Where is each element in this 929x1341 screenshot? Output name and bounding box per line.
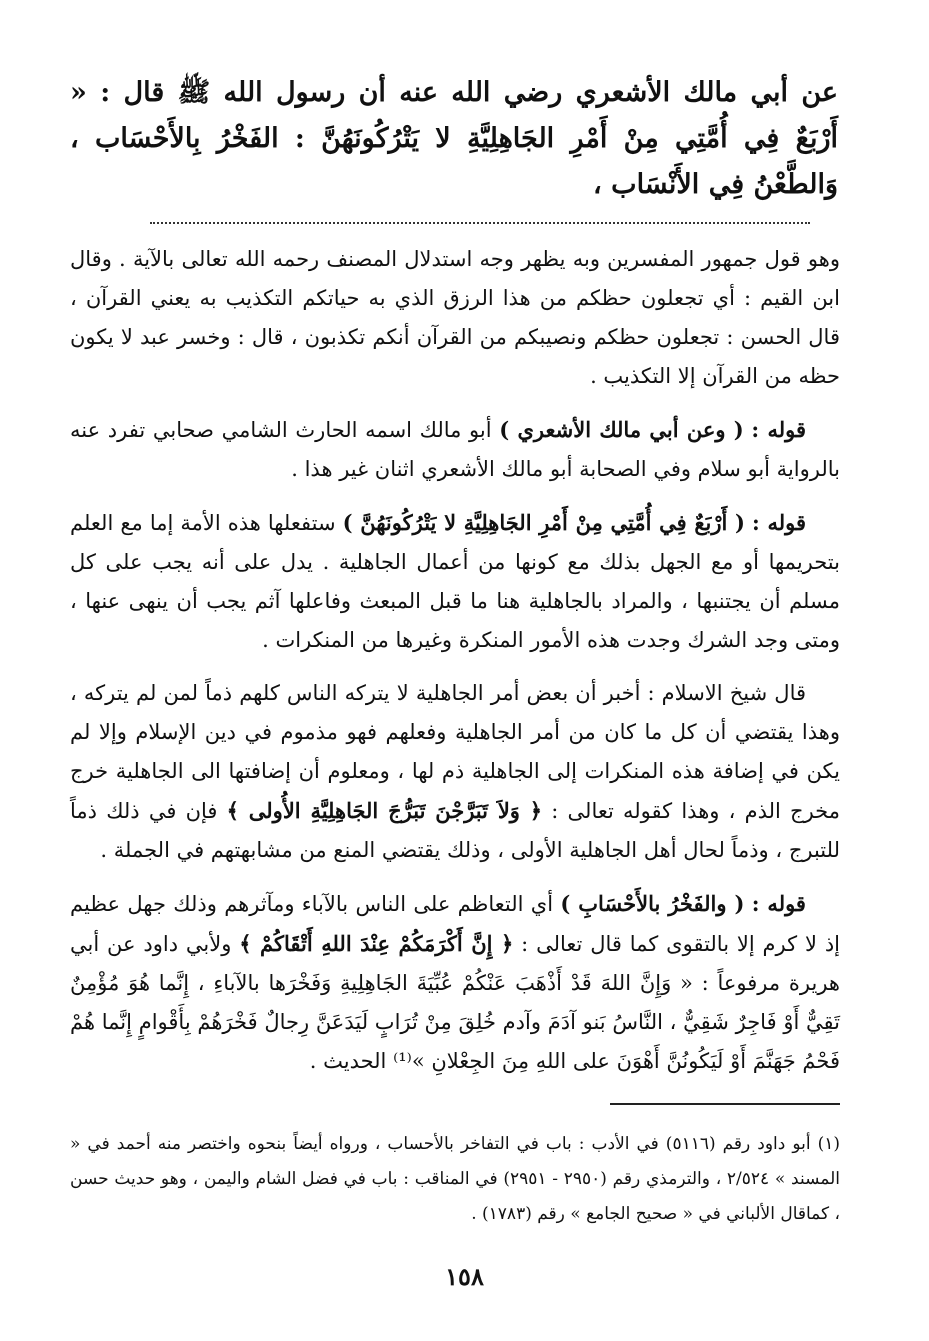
paragraph-text: ولأبي داود عن أبي هريرة مرفوعاً : « وَإِنَّ اللهَ قَدْ أَذْهَبَ عَنْكُمْ عُبِّيَةَ الجَاهِلِيةِ وَفَخْرَها بالآباءِ ، إِنَّما هُوَ مُؤْمِنٌ تَقِيٌّ أَوْ فَاجِرٌ شَقِيٌّ ، النَّاسُ بَنو آدَمَ وآدم خُلِقَ مِنْ تُرَابٍ لَيَدَعَنَّ رِجالٌ فَخْرَهُمْ بِأَقْوامٍ إِنَّما هُمْ فَحْمُ جَهَنَّمَ أَوْ لَيَكُونُنَّ أَهْوَنَ على اللهِ مِنَ الجِعْلانِ »⁽¹⁾ الحديث . <box>70 932 840 1073</box>
paragraph-text: قال شيخ الاسلام : أخبر أن بعض أمر الجاهلية لا يتركه الناس كلهم ذماً لمن لم يتركه ، وهذا يقتضي أن كل ما كان من أمر الجاهلية وفعلهم فهو مذموم في دين الإسلام وإلا لم يكن في إضافة هذه المنكرات إلى الجاهلية ذم لها ، ومعلوم أن إضافتها الى الجاهلية خرج مخرج الذم ، وهذا كقوله تعالى : <box>70 681 840 823</box>
footnote: (١) أبو داود رقم (٥١١٦) في الأدب : باب في التفاخر بالأحساب ، ورواه أيضاً بنحوه واختصر منه أحمد في « المسند » ٢/٥٢٤ ، والترمذي رقم (٢٩٥٠ - ٢٩٥١) في المناقب : باب في فضل الشام واليمن ، وهو حديث حسن ، كماقال الألباني في « صحيح الجامع » رقم (١٧٨٣) . <box>70 1134 841 1224</box>
commentary-paragraph-1: وهو قول جمهور المفسرين وبه يظهر وجه استدلال المصنف رحمه الله تعالى بالآية . وقال ابن القيم : أي تجعلون حظكم من هذا الرزق الذي به حياتكم التكذيب به يعني القرآن ، قال الحسن : تجعلون حظكم ونصيبكم من القرآن أنكم تكذبون ، قال : وخسر عبد لا يكون حظه من القرآن إلا التكذيب . <box>70 247 840 388</box>
commentary-paragraph-2 <box>70 410 840 489</box>
paragraph-text: أي التعاظم على الناس بالآباء ومآثرهم وذلك جهل عظيم إذ لا كرم إلا بالتقوى كما قال تعالى : <box>70 892 841 956</box>
paragraph-lead: قوله : <box>751 891 806 916</box>
footnote-divider <box>610 1103 840 1105</box>
commentary-paragraph-5 <box>70 884 840 1081</box>
paragraph-text: ستفعلها هذه الأمة إما مع العلم بتحريمها أو مع الجهل بذلك مع كونها من أعمال الجاهلية . يدل على أنه يجب على كل مسلم أن يجتنبها ، والمراد بالجاهلية هنا ما قبل المبعث وفاعلها آثم يجب أن ينهى عنها ، ومتى وجد الشرك وجدت هذه الأمور المنكرة وغيرها من المنكرات . <box>70 511 840 652</box>
page-number: ١٥٨ <box>445 1262 484 1291</box>
paragraph-lead: قوله : <box>751 417 806 442</box>
commentary-body <box>70 240 840 1081</box>
paragraph-lead: قوله : <box>752 510 806 535</box>
paragraph-text: فإن في ذلك ذماً للتبرج ، وذماً لحال أهل الجاهلية الأولى ، وذلك يقتضي المنع من مشابهتهم في الجملة . <box>70 799 840 862</box>
quoted-phrase: ( أَرْبَعٌ فِي أُمَّتِي مِنْ أَمْرِ الجَاهِلِيَّةِ لا يَتْرُكُونَهُنَّ ) <box>342 510 745 535</box>
paragraph-text: أبو مالك اسمه الحارث الشامي صحابي تفرد عنه بالرواية أبو سلام وفي الصحابة أبو مالك الأشعري اثنان غير هذا . <box>70 418 840 481</box>
quoted-phrase: ( وعن أبي مالك الأشعري ) <box>499 417 744 442</box>
hadith-text: عن أبي مالك الأشعري رضي الله عنه أن رسول الله ﷺ قال : « أَرْبَعٌ فِي أُمَّتِي مِنْ أَمْرِ الجَاهِلِيَّةِ لا يَتْرُكُونَهُنَّ : الفَخْرُ بِالأَحْسَاب ، وَالطَّعْنُ فِي الأَنْسَاب ، <box>70 77 838 200</box>
quran-verse: ﴿ وَلاَ تَبَرَّجْنَ تَبَرُّجَ الجَاهِلِيَّةِ الأُولى ﴾ <box>226 798 543 823</box>
commentary-paragraph-3 <box>70 503 840 660</box>
commentary-paragraph-4 <box>70 674 840 870</box>
quoted-phrase: ( والفَخْرُ بالأَحْسَابِ ) <box>560 891 745 916</box>
dotted-divider <box>150 222 810 224</box>
book-page <box>70 70 840 1320</box>
quran-verse: ﴿ إِنَّ أَكْرَمَكُمْ عِنْدَ اللهِ أَتْقَاكُمْ ﴾ <box>239 931 514 956</box>
